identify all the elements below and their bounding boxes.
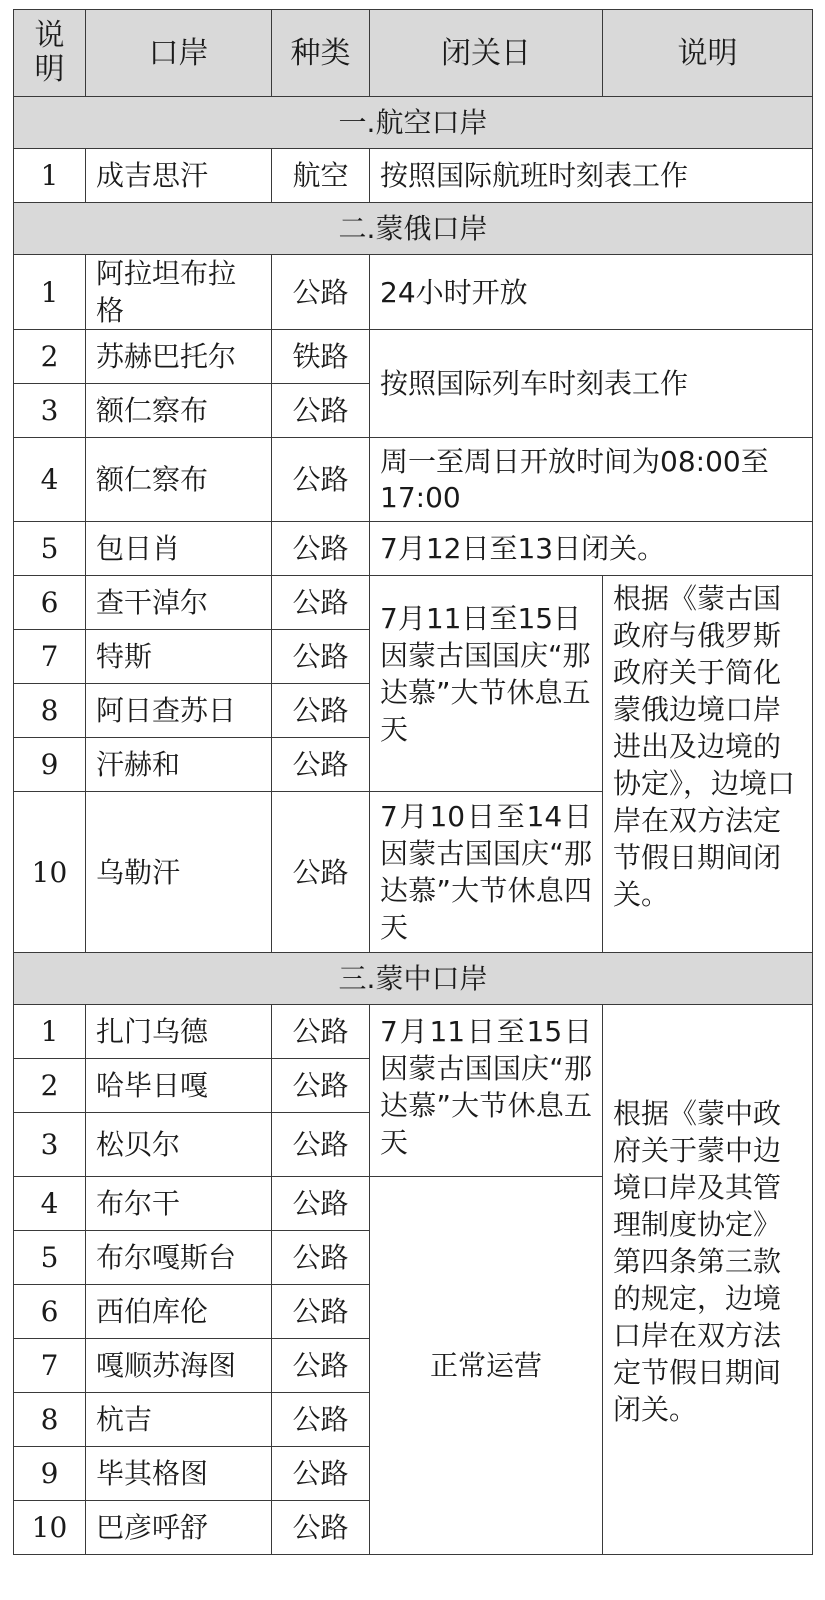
row-type: 公路 <box>272 1177 370 1231</box>
row-type: 公路 <box>272 384 370 438</box>
row-close: 24小时开放 <box>370 255 813 330</box>
row-num: 6 <box>14 1285 86 1339</box>
row-port: 查干淖尔 <box>86 576 272 630</box>
row-num: 10 <box>14 792 86 953</box>
row-type: 公路 <box>272 1231 370 1285</box>
row-num: 4 <box>14 438 86 522</box>
row-num: 8 <box>14 684 86 738</box>
section-title-mongolia-russia: 二.蒙俄口岸 <box>14 203 813 255</box>
row-num: 2 <box>14 1059 86 1113</box>
row-num: 1 <box>14 255 86 330</box>
row-num: 4 <box>14 1177 86 1231</box>
row-port: 苏赫巴托尔 <box>86 330 272 384</box>
row-num: 8 <box>14 1393 86 1447</box>
row-port: 额仁察布 <box>86 438 272 522</box>
row-port: 布尔嘎斯台 <box>86 1231 272 1285</box>
row-close-merged: 按照国际列车时刻表工作 <box>370 330 813 438</box>
row-num: 5 <box>14 1231 86 1285</box>
row-type: 公路 <box>272 1393 370 1447</box>
section-row <box>14 953 813 1005</box>
row-close: 周一至周日开放时间为08:00至17:00 <box>370 438 813 522</box>
row-num: 3 <box>14 1113 86 1177</box>
header-type: 种类 <box>272 10 370 97</box>
row-port: 巴彦呼舒 <box>86 1501 272 1555</box>
header-close: 闭关日 <box>370 10 603 97</box>
row-port: 阿日查苏日 <box>86 684 272 738</box>
row-close: 7月12日至13日闭关。 <box>370 522 813 576</box>
row-port: 乌勒汗 <box>86 792 272 953</box>
table-row <box>14 330 813 384</box>
table-row <box>14 149 813 203</box>
row-num: 1 <box>14 1005 86 1059</box>
row-port: 杭吉 <box>86 1393 272 1447</box>
row-type: 公路 <box>272 438 370 522</box>
row-type: 公路 <box>272 684 370 738</box>
row-close-merged: 7月11日至15日因蒙古国国庆“那达慕”大节休息五天 <box>370 1005 603 1177</box>
row-type: 公路 <box>272 792 370 953</box>
row-port: 松贝尔 <box>86 1113 272 1177</box>
row-port: 包日肖 <box>86 522 272 576</box>
row-port: 成吉思汗 <box>86 149 272 203</box>
row-num: 2 <box>14 330 86 384</box>
row-close-merged: 7月11日至15日因蒙古国国庆“那达慕”大节休息五天 <box>370 576 603 792</box>
table-row <box>14 438 813 522</box>
row-type: 公路 <box>272 1501 370 1555</box>
row-num: 9 <box>14 738 86 792</box>
row-port: 嘎顺苏海图 <box>86 1339 272 1393</box>
row-port: 布尔干 <box>86 1177 272 1231</box>
row-close-merged: 正常运营 <box>370 1177 603 1555</box>
row-type: 公路 <box>272 576 370 630</box>
row-num: 9 <box>14 1447 86 1501</box>
row-port: 毕其格图 <box>86 1447 272 1501</box>
row-port: 特斯 <box>86 630 272 684</box>
row-num: 1 <box>14 149 86 203</box>
row-close: 按照国际航班时刻表工作 <box>370 149 813 203</box>
row-port: 哈毕日嘎 <box>86 1059 272 1113</box>
row-type: 公路 <box>272 1113 370 1177</box>
row-port: 扎门乌德 <box>86 1005 272 1059</box>
table-row <box>14 576 813 630</box>
row-type: 公路 <box>272 738 370 792</box>
row-num: 5 <box>14 522 86 576</box>
row-num: 7 <box>14 1339 86 1393</box>
row-type: 公路 <box>272 255 370 330</box>
row-num: 6 <box>14 576 86 630</box>
row-port: 汗赫和 <box>86 738 272 792</box>
row-note-merged: 根据《蒙中政府关于蒙中边境口岸及其管理制度协定》第四条第三款的规定，边境口岸在双方法定节假日期间闭关。 <box>603 1005 813 1555</box>
row-close: 7月10日至14日因蒙古国国庆“那达慕”大节休息四天 <box>370 792 603 953</box>
port-closure-table <box>13 9 813 1555</box>
row-port: 额仁察布 <box>86 384 272 438</box>
header-port: 口岸 <box>86 10 272 97</box>
table-row <box>14 255 813 330</box>
row-note-merged: 根据《蒙古国政府与俄罗斯政府关于简化蒙俄边境口岸进出及边境的协定》，边境口岸在双方法定节假日期间闭关。 <box>603 576 813 953</box>
row-num: 3 <box>14 384 86 438</box>
row-type: 公路 <box>272 1059 370 1113</box>
row-type: 公路 <box>272 1339 370 1393</box>
row-type: 公路 <box>272 1005 370 1059</box>
header-note: 说明 <box>603 10 813 97</box>
section-title-air: 一.航空口岸 <box>14 97 813 149</box>
section-row <box>14 203 813 255</box>
row-num: 10 <box>14 1501 86 1555</box>
header-row <box>14 10 813 97</box>
row-type: 公路 <box>272 1447 370 1501</box>
table-row <box>14 1005 813 1059</box>
row-type: 公路 <box>272 630 370 684</box>
row-type: 航空 <box>272 149 370 203</box>
table-row <box>14 522 813 576</box>
row-type: 公路 <box>272 1285 370 1339</box>
section-row <box>14 97 813 149</box>
row-type: 铁路 <box>272 330 370 384</box>
row-num: 7 <box>14 630 86 684</box>
section-title-mongolia-china: 三.蒙中口岸 <box>14 953 813 1005</box>
header-num: 说明 <box>14 10 86 97</box>
row-port: 西伯库伦 <box>86 1285 272 1339</box>
row-type: 公路 <box>272 522 370 576</box>
row-port: 阿拉坦布拉格 <box>86 255 272 330</box>
